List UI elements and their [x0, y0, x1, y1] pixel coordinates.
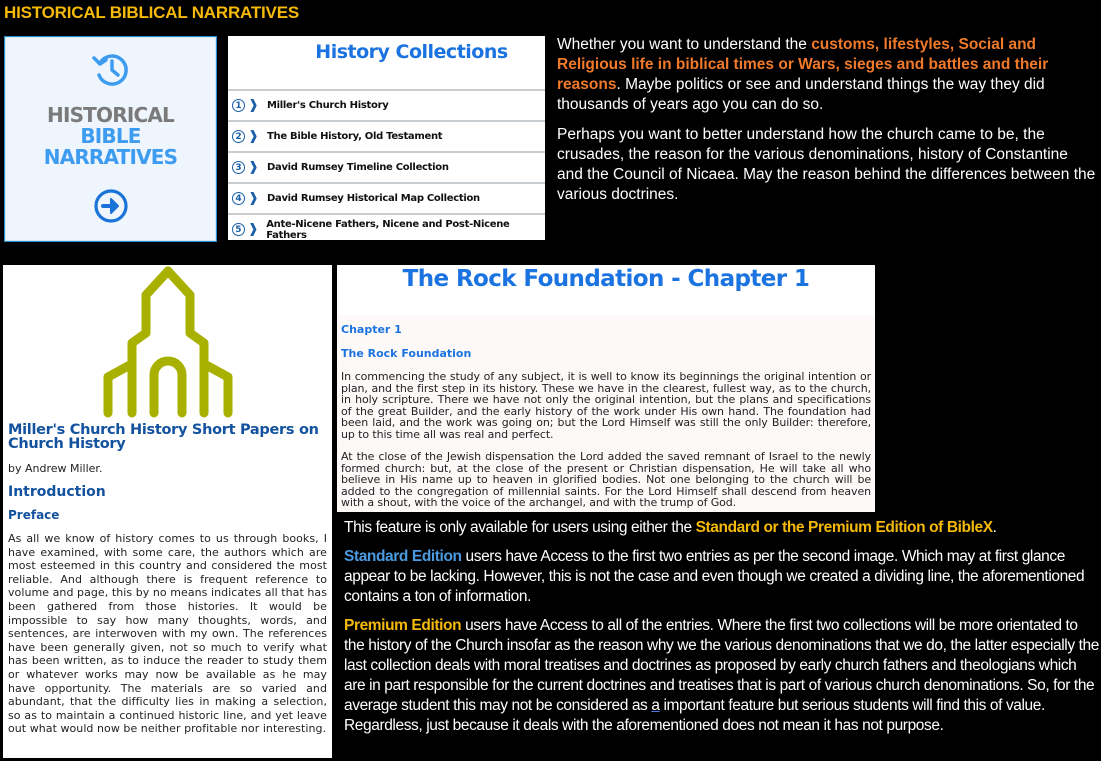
card-title-line-3: NARRATIVES — [43, 145, 178, 169]
chevron-right-icon: ❱ — [248, 191, 259, 206]
collection-item-3[interactable] — [228, 151, 545, 182]
spelling-underline-word: a — [651, 697, 660, 714]
collection-label: Ante-Nicene Fathers, Nicene and Post-Nicene Fathers — [266, 218, 510, 241]
availability-end: . — [992, 519, 997, 536]
standard-paragraph — [344, 547, 1101, 607]
collection-item-1[interactable] — [228, 89, 545, 120]
card-title-line-2: BIBLE — [80, 124, 141, 148]
miller-church-history-preview — [3, 265, 332, 758]
premium-edition-text-end: important feature but serious students will find this of value. Regardless, just because it deals with the aforementioned does not mean it has not purpose. — [344, 697, 1045, 734]
collections-heading: History Collections — [315, 41, 508, 63]
intro-text-end: . Maybe politics or see and understand things the way they did thousands of years ago you can do so. — [557, 76, 1045, 113]
preface-body: As all we know of history comes to us through books, I have examined, with some care, the authors which are most esteemed in this country and considered the most reliable. And although there is frequent reference to volume and page, this by no means indicates all that has been gathered from those histories. It would be impossible to say how many thoughts, words, and sentences, are interwoven with my own. The references have been generally given, not so much to verify what has been written, as to induce the reader to study them or whatever works may now be available as he may have opportunity. The materials are so varied and abundant, that the difficulty lies in making a selection, so as to maintain a continued historic line, and yet leave out what would now be neither profitable nor interesting. — [8, 532, 327, 736]
rock-title: The Rock Foundation - Chapter 1 — [402, 266, 810, 292]
intro-paragraph-2: Perhaps you want to better understand how the church came to be, the crusades, the reason for the various denominations, history of Constantine and the Council of Nicaea. May the reason behind the differences between the various doctrines. — [557, 126, 1096, 203]
chevron-right-icon: ❱ — [248, 129, 259, 144]
availability-highlight: Standard or the Premium Edition of BibleX — [695, 519, 993, 536]
history-collections-panel — [228, 36, 545, 240]
page-title: HISTORICAL BIBLICAL NARRATIVES — [4, 3, 299, 22]
chapter-subheading: The Rock Foundation — [341, 347, 472, 360]
arrow-right-circle-icon[interactable] — [93, 188, 129, 224]
number-circle-icon: 5 — [232, 223, 245, 236]
doc-author: by Andrew Miller. — [8, 462, 103, 475]
number-circle-icon: 3 — [232, 161, 245, 174]
collection-item-5[interactable] — [228, 213, 545, 244]
chapter-paragraph-1: In commencing the study of any subject, it is well to know its beginnings the original intention or plan, and the first step in its history. These we have in the clearest, fullest way, as to the church, in holy scripture. There we have not only the original intention, but the plans and specifications of the great Builder, and the early history of the work under His own hand. The foundation had been laid, and the work was going on; but the Lord Himself was still the only Builder: therefore, up to this time all was real and perfect. — [341, 370, 871, 441]
standard-edition-text: users have Access to the first two entries as per the second image. Which may at first glance appear to be lacking. However, this is not the case and even though we created a dividing line, the aforementioned contains a ton of information. — [344, 548, 1085, 605]
intro-text-start: Whether you want to understand the — [557, 36, 812, 53]
collection-label: David Rumsey Timeline Collection — [267, 162, 449, 173]
rock-body — [337, 315, 875, 512]
church-icon — [78, 265, 258, 423]
chapter-heading: Chapter 1 — [341, 323, 402, 336]
chevron-right-icon: ❱ — [248, 98, 259, 113]
doc-title: Miller's Church History Short Papers on Church History — [8, 422, 319, 452]
number-circle-icon: 2 — [232, 130, 245, 143]
number-circle-icon: 1 — [232, 99, 245, 112]
availability-paragraph — [344, 518, 1101, 538]
chevron-right-icon: ❱ — [248, 160, 259, 175]
collection-label: David Rumsey Historical Map Collection — [267, 193, 480, 204]
chapter-paragraph-2: At the close of the Jewish dispensation the Lord added the saved remnant of Israel to the newly formed church: but, at the close of the present or Christian dispensation, He will take all who believe in His name up to heaven in glorified bodies. Not one belonging to the church will be added to the congregation of millennial saints. For the Lord Himself shall descend from heaven with a shout, with the voice of the archangel, and with the trump of God. — [341, 450, 871, 509]
editions-text — [344, 518, 1101, 745]
heading-introduction: Introduction — [8, 484, 106, 500]
standard-edition-label: Standard Edition — [344, 548, 462, 565]
intro-text — [557, 35, 1097, 215]
intro-highlight: customs, lifestyles, Social and Religious life in biblical times or Wars, sieges and battles and their reasons — [557, 36, 1049, 93]
premium-edition-label: Premium Edition — [344, 617, 462, 634]
number-circle-icon: 4 — [232, 192, 245, 205]
collection-item-2[interactable] — [228, 120, 545, 151]
premium-edition-text: users have Access to all of the entries. Where the first two collections will be more orientated to the history of the Church insofar as the reason why we the various denominations that we do, the latter especially the last collection deals with moral treatises and doctrines as proposed by early church fathers and theologians which are in part responsible for the current doctrines and treatises that is part of various church denominations. So, for the average student this may not be considered as — [344, 617, 1099, 714]
collection-item-4[interactable] — [228, 182, 545, 213]
historical-bible-narratives-card[interactable] — [4, 36, 217, 242]
card-title-line-1: HISTORICAL — [47, 103, 174, 127]
rock-foundation-preview — [337, 265, 875, 512]
heading-preface: Preface — [8, 508, 60, 522]
collection-label: Miller's Church History — [267, 100, 389, 111]
chevron-right-icon: ❱ — [247, 222, 259, 237]
intro-paragraph-1 — [557, 35, 1097, 115]
availability-text: This feature is only available for users using either the — [344, 519, 696, 536]
premium-paragraph — [344, 616, 1101, 736]
collection-label: The Bible History, Old Testament — [267, 131, 443, 142]
history-icon — [91, 49, 131, 89]
